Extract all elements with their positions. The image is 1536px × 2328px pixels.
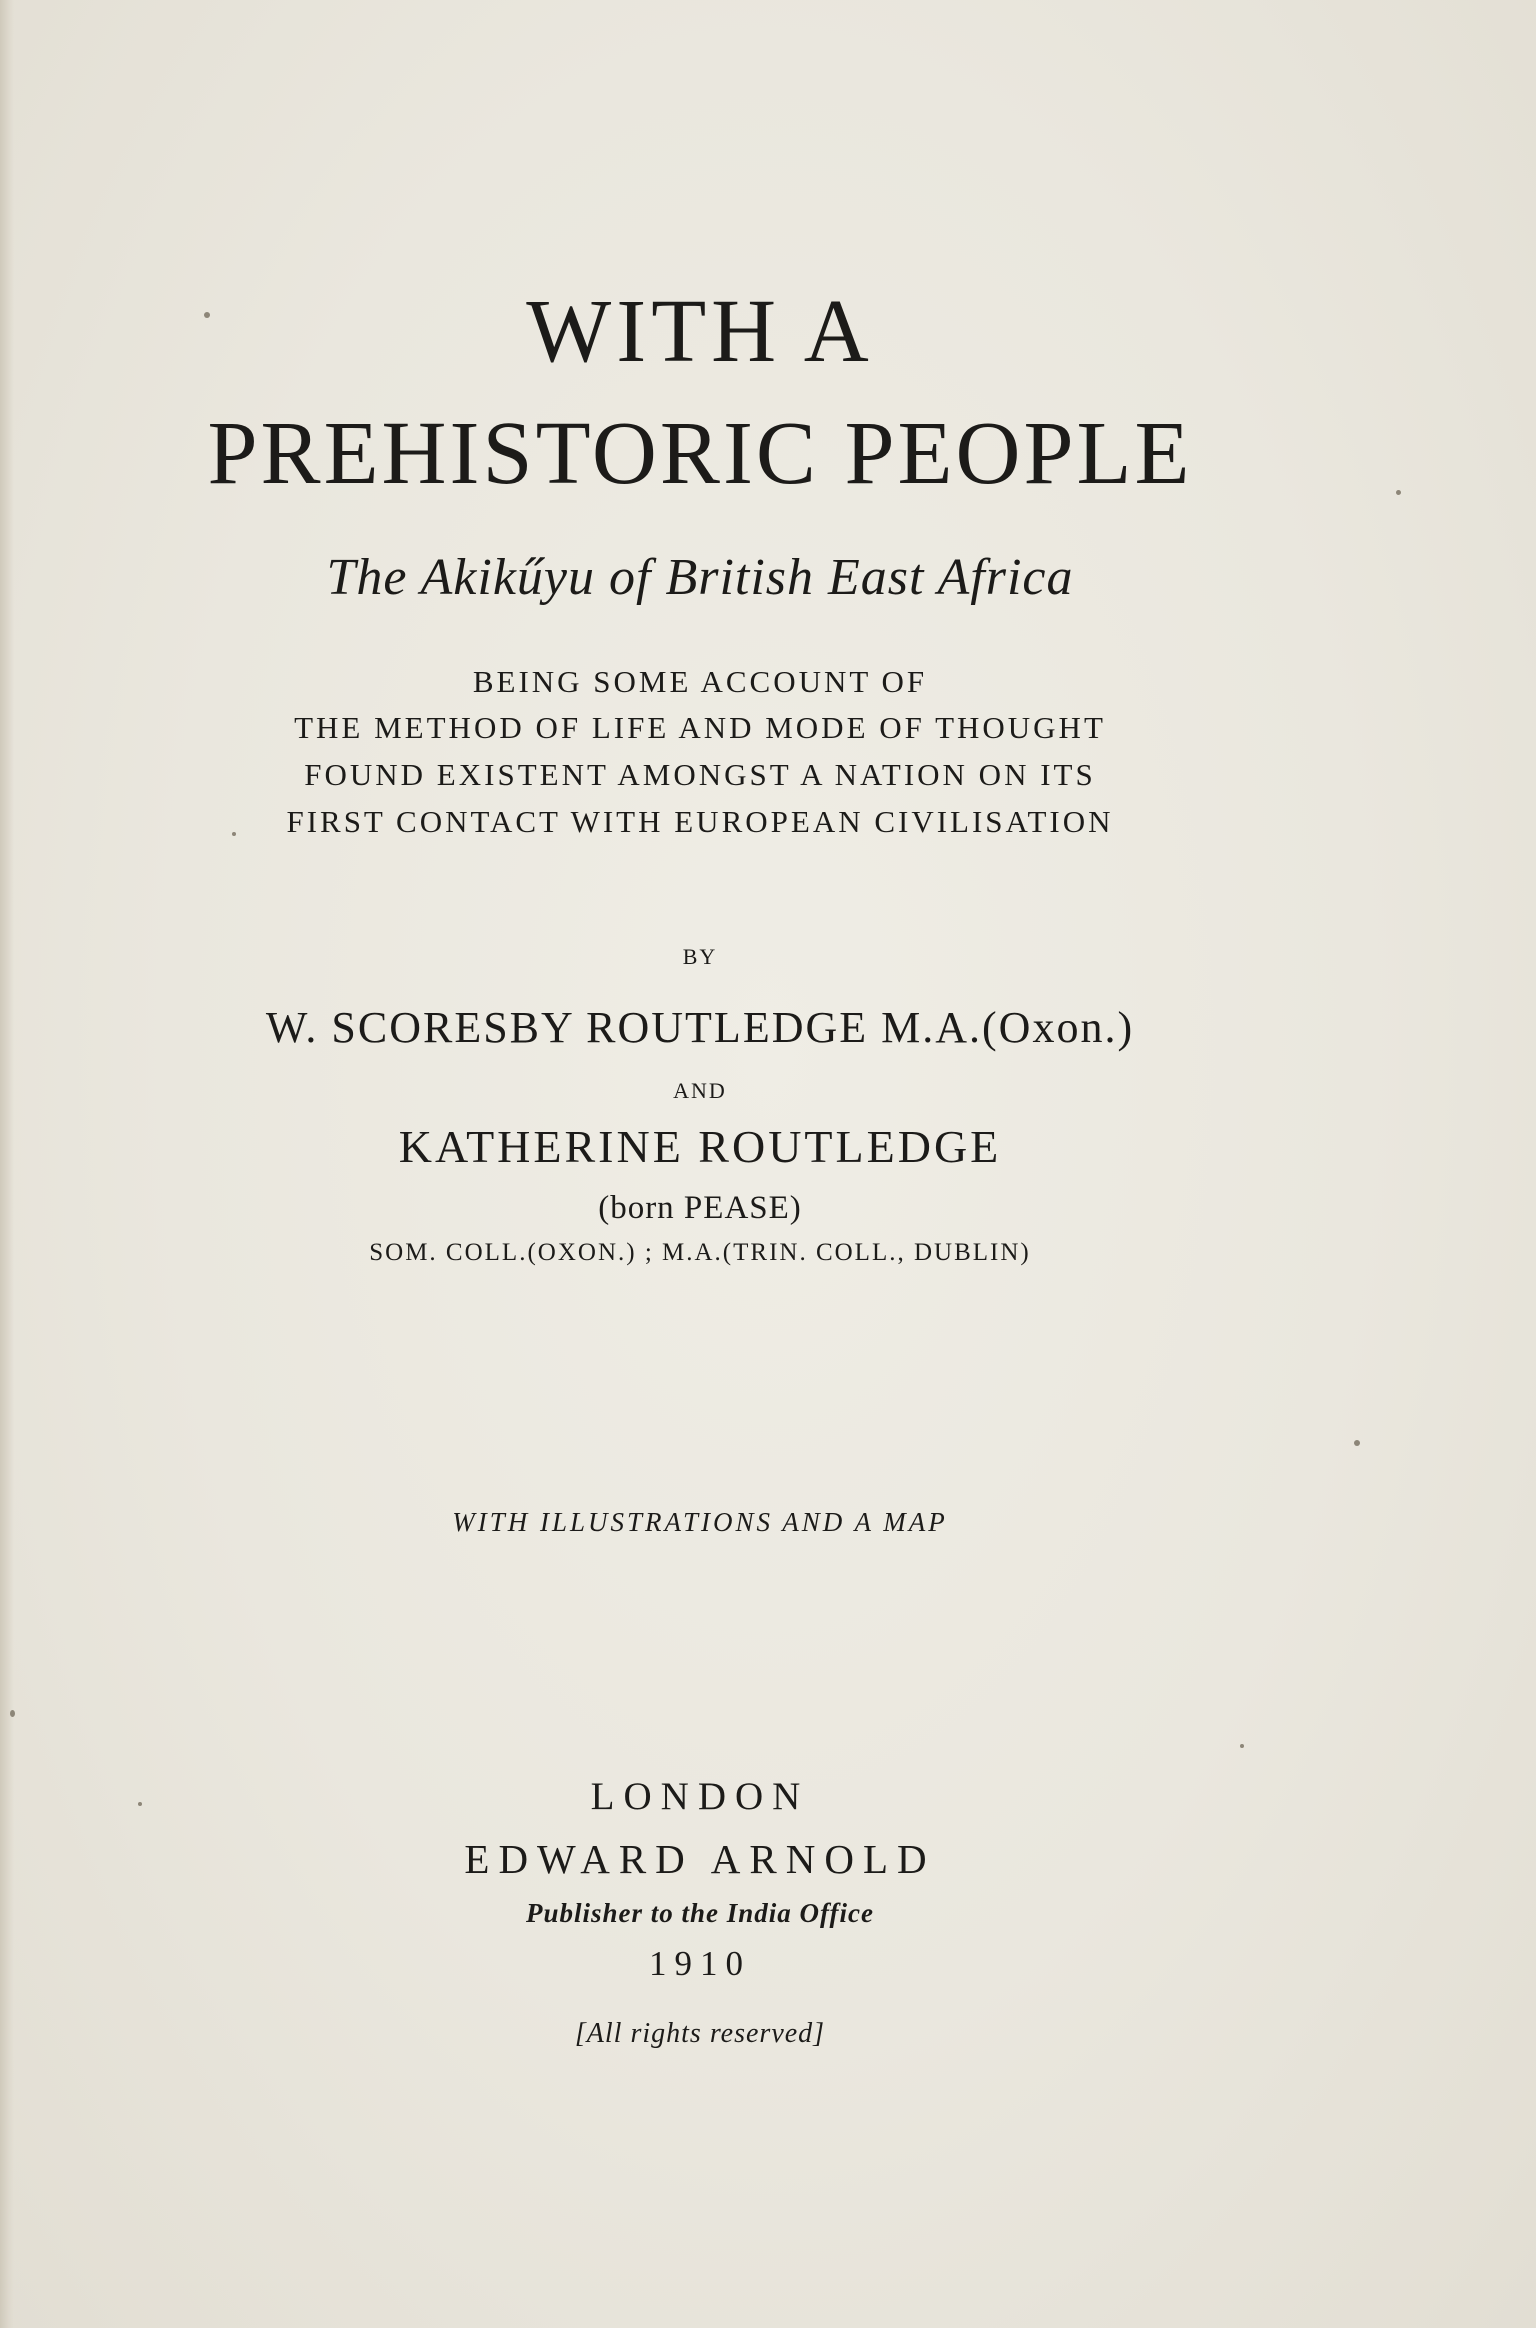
- imprint-publisher: EDWARD ARNOLD: [464, 1836, 936, 1882]
- first-author: W. SCORESBY ROUTLEDGE M.A.(Oxon.): [265, 1003, 1135, 1052]
- book-subtitle: The Akikűyu of British East Africa: [326, 549, 1074, 606]
- book-title-line-1: WITH A: [526, 282, 874, 381]
- second-author-degrees: SOM. COLL.(OXON.) ; M.A.(TRIN. COLL., DUBLIN): [369, 1239, 1031, 1266]
- description-line: FIRST CONTACT WITH EUROPEAN CIVILISATION: [286, 804, 1114, 839]
- illustrations-note: WITH ILLUSTRATIONS AND A MAP: [452, 1507, 948, 1537]
- and-label: AND: [673, 1078, 727, 1103]
- imprint-publisher-note: Publisher to the India Office: [525, 1898, 875, 1928]
- book-title-line-2: PREHISTORIC PEOPLE: [207, 404, 1193, 503]
- imprint-year: 1910: [649, 1944, 751, 1983]
- second-author: KATHERINE ROUTLEDGE: [398, 1121, 1002, 1172]
- second-author-maiden-name: (born PEASE): [598, 1190, 802, 1226]
- paper-speck: [1240, 1744, 1244, 1748]
- description-line: BEING SOME ACCOUNT OF: [472, 664, 928, 699]
- description-line: THE METHOD OF LIFE AND MODE OF THOUGHT: [294, 710, 1106, 745]
- rights-notice: [All rights reserved]: [574, 2018, 826, 2049]
- paper-speck: [1354, 1440, 1360, 1446]
- imprint-city: LONDON: [590, 1775, 810, 1818]
- by-label: BY: [682, 944, 718, 969]
- paper-speck: [10, 1710, 15, 1717]
- description-line: FOUND EXISTENT AMONGST A NATION ON ITS: [304, 757, 1096, 792]
